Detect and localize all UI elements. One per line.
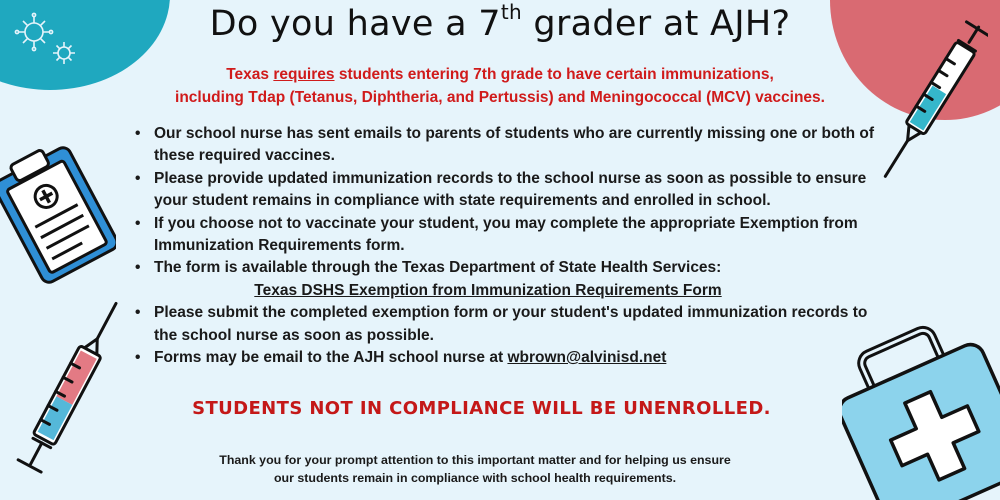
list-item: • Forms may be email to the AJH school nurse at wbrown@alvinisd.net [132, 347, 892, 369]
list-item: • Please submit the completed exemption form or your student's updated immunization records to the school nurse as soon as possible. [132, 302, 892, 347]
list-item: • Our school nurse has sent emails to parents of students who are currently missing one or both of these required vaccines. [132, 123, 892, 168]
nurse-email-link[interactable]: wbrown@alvinisd.net [507, 349, 667, 367]
requires-emphasis: requires [273, 66, 335, 83]
list-item: • If you choose not to vaccinate your student, you may complete the appropriate Exemption from Immunization Requirements form. [132, 213, 892, 258]
clipboard-icon [0, 140, 116, 290]
dshs-exemption-form-link[interactable]: Texas DSHS Exemption from Immunization Requirements Form [254, 281, 722, 299]
info-list [132, 123, 892, 369]
compliance-warning: STUDENTS NOT IN COMPLIANCE WILL BE UNENROLLED. [192, 398, 771, 419]
list-item: • The form is available through the Texas Department of State Health Services: Texas DSHS Exemption from Immunization Requirements Form [132, 257, 892, 302]
requirement-notice: Texas requires students entering 7th grade to have certain immunizations, including Tdap (Tetanus, Diphtheria, and Pertussis) and Meningococcal (MCV) vaccines. [175, 66, 825, 106]
thank-you-note: Thank you for your prompt attention to this important matter and for helping us ensure our students remain in compliance with school health requirements. [219, 453, 731, 485]
syringe-icon [5, 290, 135, 490]
page-title: Do you have a 7th grader at AJH? [209, 0, 791, 44]
list-item: • Please provide updated immunization records to the school nurse as soon as possible to ensure your student remains in compliance with state requirements and enrolled in school. [132, 168, 892, 213]
